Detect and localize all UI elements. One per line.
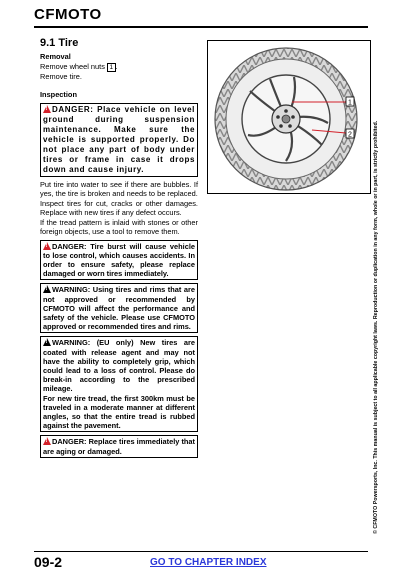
removal-step-1: Remove wheel nuts 1 . [40,61,118,71]
brand-logo-text: CFMOTO [34,6,102,23]
tire-figure [207,40,371,194]
danger-icon [43,105,51,113]
warning-icon [43,285,51,293]
danger-icon [43,242,51,250]
chapter-index-link[interactable]: GO TO CHAPTER INDEX [150,557,267,568]
danger-icon [43,437,51,445]
warning-box-approved-tires: !WARNING: Using tires and rims that are not approved or recommended by CFMOTO will affect the performance and safety of the vehicle. Please use CFMOTO approved or recommended tires and rims. [40,283,198,333]
removal-heading: Removal [40,52,71,61]
inspection-para-water: Put tire into water to see if there are bubbles. If yes, the tire is broken and needs to be replaced. [40,179,198,198]
section-title: 9.1 Tire [40,37,79,49]
warning-icon [43,338,51,346]
copyright-notice: © CFMOTO Powersports, Inc. This manual is subject to all applicable copyright laws. Reproduction or duplication in any form, whole or in part, is strictly prohibited. [373,120,379,534]
danger-box-suspension: !DANGER: Place vehicle on level ground during suspension maintenance. Make sure the vehicle is supported properly. Do not place any part of body under tires or frame in case it drops down and cause injury. [40,103,198,177]
warning-box-eu-break-in: !WARNING: (EU only) New tires are coated with release agent and may not have the ability to completely grip, which could lead to a loss of control. Please do break-in according to the prescribed mileage. For new tire tread, the first 300km must be traveled in a moderate manner at different angles, so that the entire tread is rubbed against the pavement. [40,336,198,432]
danger-box-aging-tires: !DANGER: Replace tires immediately that are aging or damaged. [40,435,198,457]
callout-ref-1: 1 [107,63,116,72]
danger-box-tire-burst: !DANGER: Tire burst will cause vehicle to lose control, which causes accidents. In order to ensure safety, please replace damaged or worn tires immediately. [40,240,198,281]
inspection-para-stones: If the tread pattern is inlaid with stones or other foreign objects, use a tool to remove them. [40,217,198,236]
tire-illustration [208,41,370,193]
warning-break-in-detail: For new tire tread, the first 300km must be traveled in a moderate manner at different angles, so that the entire tread is rubbed against the pavement. [43,393,195,431]
footer-rule [34,551,368,552]
body-column [40,52,198,461]
removal-step-2: Remove tire. [40,71,82,81]
callout-label-1: 1 [348,99,352,107]
inspection-para-cracks: Inspect tires for cut, cracks or other damages. Replace with new tires if any defect occurs. [40,198,198,217]
callout-label-2: 2 [348,131,352,139]
header-rule [34,26,368,28]
inspection-heading: Inspection [40,90,77,99]
page-number: 09-2 [34,554,63,570]
